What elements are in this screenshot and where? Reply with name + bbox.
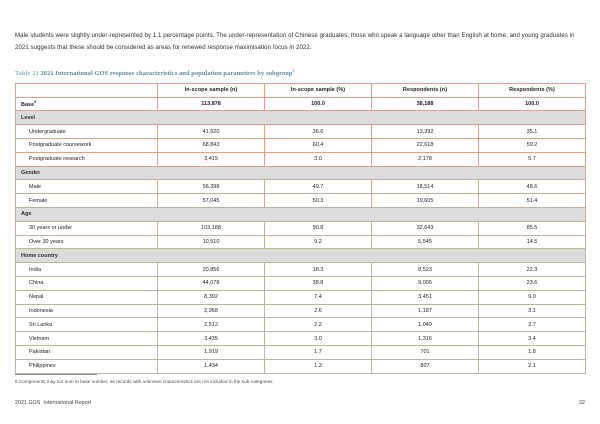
cell-respondents-pct: 23.6 xyxy=(479,277,586,291)
column-header-in-scope-pct: In-scope sample (%) xyxy=(265,83,372,97)
row-label: Postgraduate coursework xyxy=(16,139,158,153)
cell-in-scope-n: 3,415 xyxy=(158,152,265,166)
table-row xyxy=(16,304,586,318)
cell-respondents-n: 1,049 xyxy=(372,318,479,332)
cell-respondents-pct: 59.2 xyxy=(479,139,586,153)
cell-respondents-n: 38,188 xyxy=(372,97,479,111)
cell-respondents-pct: 22.3 xyxy=(479,263,586,277)
row-label: Female xyxy=(16,194,158,208)
footnote-body: Components may not sum to base number, as records with unknown characteristics are not included in the sub-categories. xyxy=(18,379,274,384)
cell-respondents-pct: 3.1 xyxy=(479,304,586,318)
table-row xyxy=(16,277,586,291)
row-label-superscript: 5 xyxy=(34,100,37,105)
cell-in-scope-pct: 2.6 xyxy=(265,304,372,318)
section-label: Level xyxy=(16,111,586,125)
table-row xyxy=(16,221,586,235)
section-label: Home country xyxy=(16,249,586,263)
row-label: Male xyxy=(16,180,158,194)
cell-in-scope-pct: 1.7 xyxy=(265,346,372,360)
footnote-text xyxy=(15,379,585,386)
row-label: Over 30 years xyxy=(16,235,158,249)
row-label: Nepal xyxy=(16,290,158,304)
cell-in-scope-pct: 60.4 xyxy=(265,139,372,153)
cell-respondents-pct: 9.0 xyxy=(479,290,586,304)
table-row xyxy=(16,180,586,194)
cell-in-scope-n: 1,434 xyxy=(158,359,265,373)
row-label: Pakistan xyxy=(16,346,158,360)
table-row xyxy=(16,97,586,111)
table-caption-text: 2021 International GOS response characteristics and population parameters by subgroup xyxy=(40,69,293,77)
table-caption-label: Table 21 xyxy=(15,69,39,77)
table-row xyxy=(16,346,586,360)
cell-in-scope-n: 2,512 xyxy=(158,318,265,332)
cell-respondents-n: 8,523 xyxy=(372,263,479,277)
row-label: Vietnam xyxy=(16,332,158,346)
cell-respondents-n: 3,451 xyxy=(372,290,479,304)
footnote-marker: 5 xyxy=(15,379,18,384)
cell-in-scope-pct: 3.0 xyxy=(265,152,372,166)
cell-in-scope-pct: 49.7 xyxy=(265,180,372,194)
cell-in-scope-pct: 36.6 xyxy=(265,125,372,139)
column-header-respondents-n: Respondents (n) xyxy=(372,83,479,97)
cell-respondents-n: 2,178 xyxy=(372,152,479,166)
cell-respondents-pct: 5.7 xyxy=(479,152,586,166)
column-header-in-scope-n: In-scope sample (n) xyxy=(158,83,265,97)
cell-in-scope-n: 2,968 xyxy=(158,304,265,318)
footer-page-number: 32 xyxy=(579,400,585,406)
section-row-home-country xyxy=(16,249,586,263)
cell-respondents-n: 13,392 xyxy=(372,125,479,139)
cell-in-scope-pct: 9.2 xyxy=(265,235,372,249)
cell-respondents-n: 9,005 xyxy=(372,277,479,291)
row-label: Sri Lanka xyxy=(16,318,158,332)
cell-in-scope-n: 57,045 xyxy=(158,194,265,208)
cell-in-scope-pct: 2.2 xyxy=(265,318,372,332)
cell-in-scope-n: 56,398 xyxy=(158,180,265,194)
section-row-age xyxy=(16,208,586,222)
row-label: China xyxy=(16,277,158,291)
table-row xyxy=(16,235,586,249)
section-label: Gender xyxy=(16,166,586,180)
cell-in-scope-pct: 38.8 xyxy=(265,277,372,291)
cell-in-scope-n: 20,856 xyxy=(158,263,265,277)
cell-in-scope-n: 103,188 xyxy=(158,221,265,235)
intro-paragraph: Male students were slightly under-represented by 1.1 percentage points. The under-representation of Chinese graduates, those who speak a language other than English at home, and young graduates in 2021 suggests that these should be considered as areas for renewed response maximisation focus in 2022. xyxy=(15,32,575,51)
response-characteristics-table xyxy=(15,83,586,374)
cell-respondents-n: 19,605 xyxy=(372,194,479,208)
cell-respondents-pct: 14.5 xyxy=(479,235,586,249)
table-row xyxy=(16,318,586,332)
column-header-blank xyxy=(16,83,158,97)
cell-in-scope-n: 113,878 xyxy=(158,97,265,111)
table-header-row xyxy=(16,83,586,97)
cell-respondents-pct: 51.4 xyxy=(479,194,586,208)
cell-respondents-pct: 100.0 xyxy=(479,97,586,111)
cell-in-scope-n: 3,435 xyxy=(158,332,265,346)
row-label: Philippines xyxy=(16,359,158,373)
cell-respondents-pct: 1.8 xyxy=(479,346,586,360)
cell-in-scope-pct: 3.0 xyxy=(265,332,372,346)
cell-respondents-pct: 2.7 xyxy=(479,318,586,332)
row-label: Postgraduate research xyxy=(16,152,158,166)
cell-respondents-pct: 85.5 xyxy=(479,221,586,235)
cell-respondents-n: 1,187 xyxy=(372,304,479,318)
cell-in-scope-pct: 100.0 xyxy=(265,97,372,111)
table-caption xyxy=(15,54,585,83)
row-label: 30 years or under xyxy=(16,221,158,235)
table-caption-superscript: 5 xyxy=(292,68,295,73)
cell-in-scope-pct: 90.8 xyxy=(265,221,372,235)
cell-respondents-n: 807 xyxy=(372,359,479,373)
section-row-level xyxy=(16,111,586,125)
table-row xyxy=(16,125,586,139)
section-row-gender xyxy=(16,166,586,180)
cell-in-scope-pct: 50.3 xyxy=(265,194,372,208)
cell-respondents-n: 18,514 xyxy=(372,180,479,194)
cell-in-scope-pct: 7.4 xyxy=(265,290,372,304)
cell-in-scope-n: 1,919 xyxy=(158,346,265,360)
section-label: Age xyxy=(16,208,586,222)
cell-respondents-pct: 2.1 xyxy=(479,359,586,373)
table-row xyxy=(16,152,586,166)
cell-in-scope-n: 8,392 xyxy=(158,290,265,304)
cell-respondents-n: 1,316 xyxy=(372,332,479,346)
cell-in-scope-n: 41,620 xyxy=(158,125,265,139)
footer-report-title: 2021 GOS International Report xyxy=(15,400,92,406)
table-row xyxy=(16,332,586,346)
row-label xyxy=(16,97,158,111)
cell-respondents-pct: 48.6 xyxy=(479,180,586,194)
cell-respondents-n: 32,643 xyxy=(372,221,479,235)
cell-respondents-n: 701 xyxy=(372,346,479,360)
table-row xyxy=(16,359,586,373)
cell-respondents-n: 22,618 xyxy=(372,139,479,153)
page-footer xyxy=(15,400,585,406)
cell-respondents-n: 5,545 xyxy=(372,235,479,249)
cell-in-scope-pct: 18.3 xyxy=(265,263,372,277)
cell-in-scope-pct: 1.3 xyxy=(265,359,372,373)
cell-in-scope-n: 68,843 xyxy=(158,139,265,153)
table-row xyxy=(16,194,586,208)
cell-respondents-pct: 3.4 xyxy=(479,332,586,346)
table-row xyxy=(16,263,586,277)
column-header-respondents-pct: Respondents (%) xyxy=(479,83,586,97)
row-label-text: Base xyxy=(21,101,35,108)
footnote-block xyxy=(15,374,585,386)
table-row xyxy=(16,290,586,304)
cell-in-scope-n: 44,078 xyxy=(158,277,265,291)
footnote-divider xyxy=(15,374,97,375)
cell-respondents-pct: 35.1 xyxy=(479,125,586,139)
cell-in-scope-n: 10,510 xyxy=(158,235,265,249)
row-label: Undergraduate xyxy=(16,125,158,139)
table-row xyxy=(16,139,586,153)
row-label: Indonesia xyxy=(16,304,158,318)
row-label: India xyxy=(16,263,158,277)
